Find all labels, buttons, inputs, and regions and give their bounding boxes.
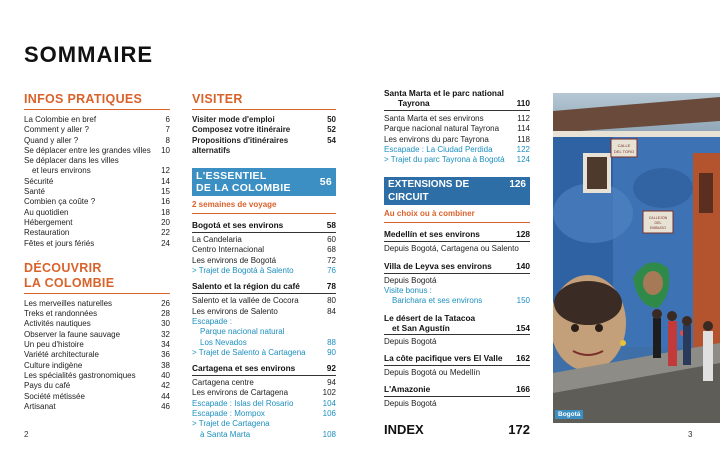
toc-entry-label: Visiter mode d'emploi xyxy=(192,115,275,124)
toc-entry[interactable] xyxy=(24,156,170,166)
toc-entry[interactable] xyxy=(192,115,336,125)
toc-entry-label: Les environs de Bogotá xyxy=(192,255,277,265)
salento-escapade-line2[interactable] xyxy=(192,338,336,348)
salento-trajet[interactable] xyxy=(192,348,336,358)
toc-entry-label: Un peu d'histoire xyxy=(24,340,84,350)
cartagena-list xyxy=(192,378,336,399)
toc-entry-label: Salento et la vallée de Cocora xyxy=(192,296,299,306)
toc-entry-label: Artisanat xyxy=(24,401,56,411)
toc-entry-label: Sécurité xyxy=(24,176,54,186)
toc-entry-page: 30 xyxy=(161,319,170,329)
toc-entry-page: 46 xyxy=(161,401,170,411)
toc-entry-label: Propositions d'itinéraires alternatifs xyxy=(192,135,289,155)
extensions-banner[interactable] xyxy=(384,177,530,205)
decouvrir-heading-line2: LA COLOMBIE xyxy=(24,275,115,290)
decouvrir-heading-line1: DÉCOUVRIR xyxy=(24,260,102,275)
toc-entry[interactable] xyxy=(192,256,336,266)
toc-entry-label: Quand y aller ? xyxy=(24,135,79,145)
toc-entry-label: Fêtes et jours fériés xyxy=(24,238,95,248)
block-title-cont: et San Agustín xyxy=(392,322,450,333)
toc-entry-page: 26 xyxy=(161,298,170,308)
toc-entry-label: Les environs de Cartagena xyxy=(192,388,289,398)
toc-entry-page: 15 xyxy=(161,187,170,197)
block-page: 162 xyxy=(516,352,530,363)
visiter-list xyxy=(192,115,336,156)
column-santa-marta-extensions xyxy=(384,88,530,437)
tatacoa-sub xyxy=(384,337,530,347)
page-number-right: 3 xyxy=(688,430,693,439)
divider xyxy=(192,109,336,110)
toc-entry[interactable] xyxy=(24,319,170,329)
toc-entry[interactable] xyxy=(24,392,170,402)
toc-entry-page: 106 xyxy=(322,409,336,419)
toc-entry-label: Centro Internacional xyxy=(192,245,265,255)
toc-entry-label: Santa Marta et ses environs xyxy=(384,114,484,123)
toc-entry[interactable] xyxy=(24,309,170,319)
toc-entry[interactable] xyxy=(24,146,170,156)
street-sign-2: CALLEJON xyxy=(648,216,668,220)
cartagena-heading[interactable] xyxy=(192,363,336,376)
toc-entry-page: 24 xyxy=(161,238,170,248)
block-title: Villa de Leyva ses environs xyxy=(384,260,492,271)
trajet-label: > Trajet du parc Tayrona à Bogotá xyxy=(384,155,505,165)
infos-list xyxy=(24,115,170,249)
visiter-heading: VISITER xyxy=(192,92,243,106)
salento-escapade[interactable] xyxy=(192,317,336,327)
santamarta-heading-line2: Tayrona xyxy=(398,98,430,108)
column-infos-decouvrir xyxy=(24,92,170,412)
santamarta-list xyxy=(384,114,530,145)
trajet-page: 76 xyxy=(327,266,336,276)
villa-de-leyva-heading[interactable] xyxy=(384,261,530,274)
trajet-label: > Trajet de Salento à Cartagena xyxy=(192,347,306,357)
divider xyxy=(384,222,530,223)
toc-entry-page: 40 xyxy=(161,370,170,380)
toc-entry-label: Restauration xyxy=(24,228,70,238)
column-visiter xyxy=(192,92,336,440)
toc-entry-page: 54 xyxy=(327,135,336,145)
salento-heading-page: 78 xyxy=(326,281,336,292)
toc-entry[interactable] xyxy=(24,330,170,340)
bogota-list xyxy=(192,235,336,266)
cartagena-heading-page: 92 xyxy=(326,363,336,374)
trajet-page: 108 xyxy=(322,429,336,439)
amazonie-heading[interactable] xyxy=(384,384,530,397)
toc-entry[interactable] xyxy=(24,381,170,391)
toc-entry-page: 94 xyxy=(327,378,336,388)
page-title: SOMMAIRE xyxy=(24,42,153,67)
toc-entry-page: 44 xyxy=(161,391,170,401)
toc-entry[interactable] xyxy=(24,166,170,176)
toc-entry-label: et leurs environs xyxy=(32,166,91,176)
block-page: 154 xyxy=(516,322,530,333)
toc-entry-page: 104 xyxy=(322,398,336,408)
page-number-left: 2 xyxy=(24,430,29,439)
toc-entry[interactable] xyxy=(192,136,336,157)
salento-heading[interactable] xyxy=(192,281,336,294)
toc-entry-label: Se déplacer entre les grandes villes xyxy=(24,145,151,155)
toc-entry-label: Au quotidien xyxy=(24,207,69,217)
toc-entry-label: Escapade : Mompox xyxy=(192,409,265,419)
toc-entry[interactable] xyxy=(24,177,170,187)
toc-entry-page: 42 xyxy=(161,381,170,391)
visite-bonus-item-label: Barichara et ses environs xyxy=(392,296,483,306)
essentiel-subtitle: 2 semaines de voyage xyxy=(192,200,277,210)
extensions-page: 126 xyxy=(509,179,526,191)
escapade-page: 122 xyxy=(516,144,530,154)
toc-entry-page: 22 xyxy=(161,228,170,238)
visite-bonus-page: 150 xyxy=(516,296,530,306)
escapade-label: Escapade : xyxy=(192,316,233,326)
toc-entry-page: 36 xyxy=(161,350,170,360)
toc-entry-label: Cartagena centre xyxy=(192,378,254,388)
toc-entry-label: Activités nautiques xyxy=(24,319,91,329)
toc-entry-label: Santé xyxy=(24,187,45,197)
pacific-coast-heading[interactable] xyxy=(384,353,530,366)
toc-entry[interactable] xyxy=(192,378,336,388)
toc-entry-label: Se déplacer dans les villes xyxy=(24,156,119,166)
svg-text:DEL TORO: DEL TORO xyxy=(613,149,635,154)
toc-entry-label: Variété architecturale xyxy=(24,350,99,360)
svg-text:DEL: DEL xyxy=(654,221,662,225)
toc-entry-label: Pays du café xyxy=(24,381,71,391)
toc-entry[interactable] xyxy=(24,361,170,371)
toc-entry[interactable] xyxy=(384,135,530,145)
toc-entry-page: 32 xyxy=(161,329,170,339)
toc-entry-label: Observer la faune sauvage xyxy=(24,329,121,339)
escapade-line1: Parque nacional natural xyxy=(200,327,285,337)
toc-entry-page: 18 xyxy=(161,207,170,217)
divider xyxy=(192,213,336,214)
toc-entry-page: 8 xyxy=(165,135,170,145)
toc-entry-page: 60 xyxy=(327,235,336,245)
visite-bonus-text: Visite bonus : xyxy=(384,286,432,296)
trajet-label-cont: à Santa Marta xyxy=(200,429,251,439)
decouvrir-heading xyxy=(24,261,170,291)
escapade-label: Escapade : La Ciudad Perdida xyxy=(384,144,493,154)
block-title: Medellín et ses environs xyxy=(384,229,480,240)
visite-bonus-label xyxy=(384,286,530,296)
toc-entry[interactable] xyxy=(192,235,336,245)
block-sub: Depuis Bogotá xyxy=(384,336,437,346)
toc-entry-label: Les environs de Salento xyxy=(192,306,278,316)
block-sub: Depuis Bogotá, Cartagena ou Salento xyxy=(384,244,519,254)
villa-de-leyva-sub xyxy=(384,276,530,286)
toc-entry-page: 112 xyxy=(517,114,530,123)
toc-entry[interactable] xyxy=(24,239,170,249)
toc-entry[interactable] xyxy=(24,218,170,228)
toc-entry[interactable] xyxy=(192,409,336,419)
salento-heading-label: Salento et la région du café xyxy=(192,281,300,292)
toc-entry-page: 68 xyxy=(327,245,336,255)
bogota-heading-page: 58 xyxy=(326,220,336,231)
santamarta-heading-line1: Santa Marta et le parc national xyxy=(384,88,504,98)
toc-entry[interactable] xyxy=(24,402,170,412)
toc-entry[interactable] xyxy=(24,299,170,309)
toc-entry-page: 16 xyxy=(161,197,170,207)
toc-entry[interactable] xyxy=(192,399,336,409)
cartagena-trajet-line2[interactable] xyxy=(192,430,336,440)
extensions-subtitle: Au choix ou à combiner xyxy=(384,209,475,219)
toc-entry-label: Parque nacional natural Tayrona xyxy=(384,124,500,134)
cartagena-trajet-line1[interactable] xyxy=(192,419,336,429)
amazonie-sub xyxy=(384,399,530,409)
essentiel-line2: DE LA COLOMBIE xyxy=(196,182,291,195)
toc-entry[interactable] xyxy=(192,307,336,317)
block-title: Le désert de la Tatacoa xyxy=(384,312,476,323)
medellin-heading[interactable] xyxy=(384,229,530,242)
toc-entry[interactable] xyxy=(24,125,170,135)
toc-entry-label: Treks et randonnées xyxy=(24,309,98,319)
bogota-trajet[interactable] xyxy=(192,266,336,276)
block-page: 140 xyxy=(516,260,530,271)
toc-entry-page: 7 xyxy=(165,125,170,135)
block-title: La côte pacifique vers El Valle xyxy=(384,352,503,363)
toc-entry-label: Escapade : Islas del Rosario xyxy=(192,398,294,408)
essentiel-line1: L'ESSENTIEL xyxy=(196,170,267,183)
block-page: 128 xyxy=(516,229,530,240)
salento-escapade-line1[interactable] xyxy=(192,327,336,337)
extensions-heading: EXTENSIONS DE CIRCUIT xyxy=(388,179,470,204)
toc-entry[interactable] xyxy=(192,125,336,135)
block-sub: Depuis Bogotá ou Medellín xyxy=(384,367,481,377)
index-entry[interactable] xyxy=(384,422,530,437)
toc-entry-page: 80 xyxy=(327,296,336,306)
toc-entry[interactable] xyxy=(192,388,336,398)
block-title: L'Amazonie xyxy=(384,384,431,395)
toc-entry-page: 102 xyxy=(322,388,336,398)
toc-entry[interactable] xyxy=(24,208,170,218)
tatacoa-heading[interactable] xyxy=(384,313,530,335)
toc-entry-label: Les environs du parc Tayrona xyxy=(384,134,489,144)
divider xyxy=(24,109,170,110)
toc-entry-page: 84 xyxy=(327,306,336,316)
street-mural-illustration xyxy=(553,93,720,423)
toc-entry[interactable] xyxy=(24,340,170,350)
toc-entry[interactable] xyxy=(24,228,170,238)
toc-entry-label: Culture indigène xyxy=(24,360,83,370)
toc-entry-label: La Colombie en bref xyxy=(24,115,97,124)
toc-entry[interactable] xyxy=(24,197,170,207)
infos-heading: INFOS PRATIQUES xyxy=(24,92,143,106)
index-page: 172 xyxy=(508,421,530,437)
toc-entry-page: 34 xyxy=(161,340,170,350)
divider xyxy=(24,293,170,294)
pacific-coast-sub xyxy=(384,368,530,378)
toc-entry-page: 72 xyxy=(327,255,336,265)
santamarta-escapade[interactable] xyxy=(384,145,530,155)
toc-entry-page: 114 xyxy=(517,124,530,134)
toc-entry-page: 50 xyxy=(327,115,336,124)
toc-entry-label: Les spécialités gastronomiques xyxy=(24,370,136,380)
trajet-label: > Trajet de Bogotá à Salento xyxy=(192,266,294,276)
toc-entry-page xyxy=(156,156,170,166)
toc-entry-page: 10 xyxy=(161,145,170,155)
toc-entry-label: Les merveilles naturelles xyxy=(24,298,113,308)
santamarta-trajet[interactable] xyxy=(384,155,530,165)
toc-entry[interactable] xyxy=(384,114,530,124)
toc-entry-page: 6 xyxy=(165,115,170,124)
essentiel-banner[interactable] xyxy=(192,168,336,196)
toc-entry[interactable] xyxy=(24,115,170,125)
toc-entry[interactable] xyxy=(384,124,530,134)
toc-entry-label: Hébergement xyxy=(24,217,73,227)
street-sign-1: CALLE xyxy=(617,143,631,148)
svg-text:EMBUDO: EMBUDO xyxy=(650,226,666,230)
block-sub: Depuis Bogotá xyxy=(384,399,437,409)
escapade-page: 88 xyxy=(327,337,336,347)
toc-entry[interactable] xyxy=(192,245,336,255)
escapade-line2: Los Nevados xyxy=(200,337,247,347)
toc-entry-label: La Candelaria xyxy=(192,235,242,245)
cartagena-heading-label: Cartagena et ses environs xyxy=(192,363,296,374)
toc-entry[interactable] xyxy=(24,371,170,381)
essentiel-page: 56 xyxy=(319,176,332,189)
toc-entry-label: Combien ça coûte ? xyxy=(24,197,96,207)
medellin-sub xyxy=(384,244,530,254)
toc-entry-page: 20 xyxy=(161,217,170,227)
block-sub: Depuis Bogotá xyxy=(384,275,437,285)
index-label: INDEX xyxy=(384,421,424,437)
santamarta-heading-page: 110 xyxy=(516,98,530,108)
toc-entry-page: 38 xyxy=(161,360,170,370)
toc-entry[interactable] xyxy=(24,187,170,197)
trajet-page: 124 xyxy=(516,155,530,165)
toc-entry-page: 118 xyxy=(517,134,530,144)
bogota-street-photo xyxy=(553,93,720,423)
toc-entry-page: 14 xyxy=(161,176,170,186)
photo-caption: Bogotá xyxy=(555,410,583,419)
toc-entry-label: Comment y aller ? xyxy=(24,125,89,135)
toc-entry[interactable] xyxy=(24,350,170,360)
bogota-heading-label: Bogotá et ses environs xyxy=(192,220,284,231)
toc-entry[interactable] xyxy=(24,136,170,146)
santamarta-heading[interactable] xyxy=(384,88,530,111)
block-page: 166 xyxy=(516,384,530,395)
toc-entry-page: 28 xyxy=(161,309,170,319)
toc-entry-page: 52 xyxy=(327,125,336,135)
toc-entry-page: 12 xyxy=(161,166,170,176)
toc-entry[interactable] xyxy=(192,296,336,306)
bogota-heading[interactable] xyxy=(192,220,336,233)
trajet-page: 90 xyxy=(327,347,336,357)
visite-bonus-item[interactable] xyxy=(384,296,530,306)
toc-entry-label: Société métissée xyxy=(24,391,85,401)
salento-list xyxy=(192,296,336,317)
toc-entry-label: Composez votre itinéraire xyxy=(192,125,291,135)
decouvrir-list xyxy=(24,299,170,412)
cartagena-escapades xyxy=(192,399,336,420)
trajet-label: > Trajet de Cartagena xyxy=(192,419,270,429)
